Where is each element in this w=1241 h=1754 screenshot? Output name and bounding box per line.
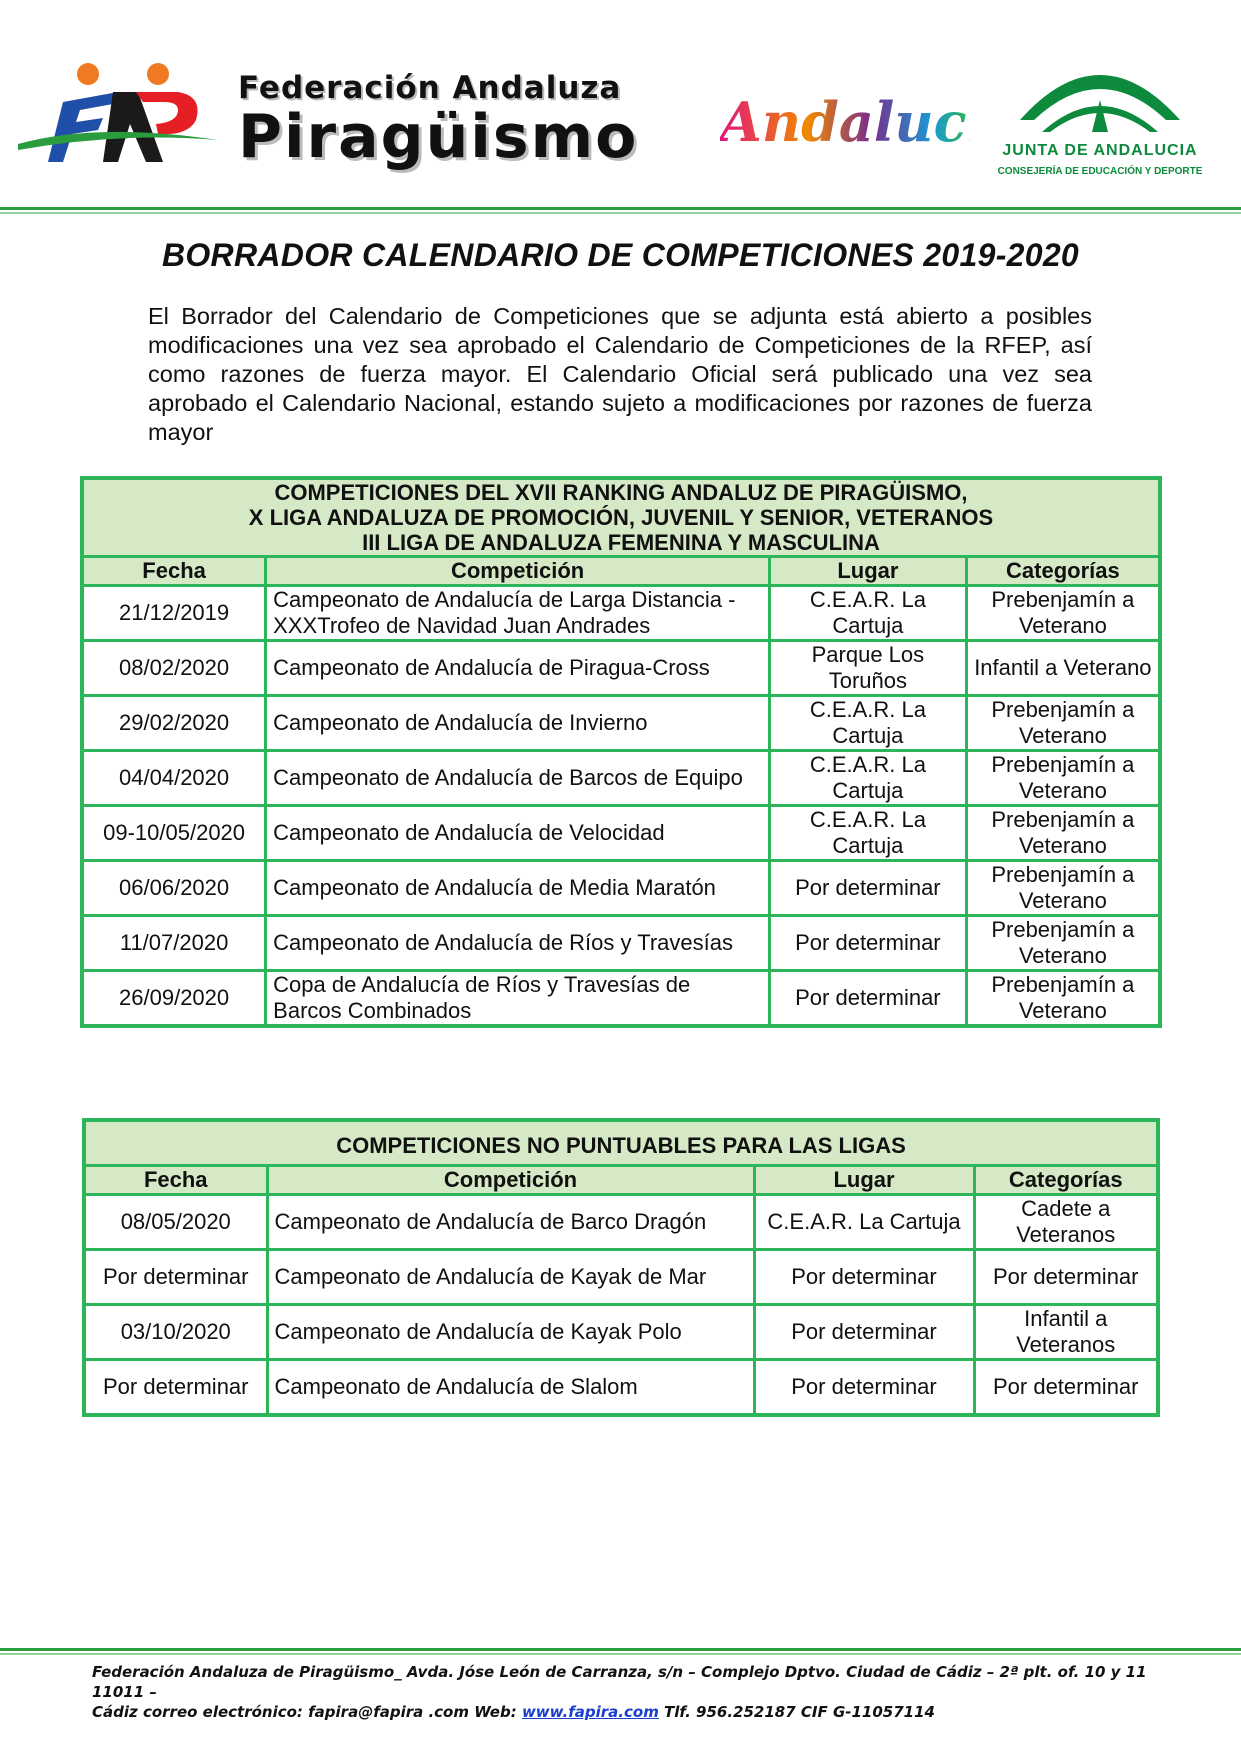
table-row [84, 1250, 1158, 1305]
cell-categorias: Por determinar [974, 1250, 1158, 1305]
andalucia-logo [720, 90, 1023, 160]
header-divider-light [0, 212, 1241, 214]
cell-fecha: Por determinar [84, 1360, 267, 1416]
table-header-row [82, 557, 1160, 586]
table-row [82, 641, 1160, 696]
cell-fecha: Por determinar [84, 1250, 267, 1305]
table-banner-row [84, 1120, 1158, 1166]
cell-categorias: Por determinar [974, 1360, 1158, 1416]
federation-line2: Piragüismo [238, 102, 639, 172]
federation-name [238, 70, 639, 172]
cell-lugar: Por determinar [754, 1250, 974, 1305]
column-header-lugar: Lugar [754, 1166, 974, 1195]
cell-fecha: 09-10/05/2020 [82, 806, 266, 861]
junta-logo [997, 50, 1203, 185]
cell-competicion: Campeonato de Andalucía de Kayak Polo [267, 1305, 754, 1360]
cell-lugar: C.E.A.R. La Cartuja [770, 586, 967, 641]
intro-paragraph: El Borrador del Calendario de Competiciones que se adjunta está abierto a posibles modificaciones una vez sea aprobado el Calendario de Competiciones de la RFEP, así como razones de fuerza mayor. El Calendario Oficial será publicado una vez sea aprobado el Calendario Nacional, estando sujeto a modificaciones por razones de fuerza mayor [148, 303, 1092, 445]
junta-name: JUNTA DE ANDALUCIA [1002, 142, 1198, 159]
table-row [84, 1305, 1158, 1360]
cell-competicion: Campeonato de Andalucía de Barcos de Equipo [266, 751, 770, 806]
cell-lugar: Por determinar [770, 971, 967, 1027]
cell-lugar: Por determinar [770, 916, 967, 971]
header-divider [0, 207, 1241, 210]
cell-categorias: Infantil a Veterano [966, 641, 1160, 696]
cell-fecha: 04/04/2020 [82, 751, 266, 806]
cell-lugar: C.E.A.R. La Cartuja [754, 1195, 974, 1250]
cell-fecha: 11/07/2020 [82, 916, 266, 971]
page-header [0, 0, 1241, 215]
cell-fecha: 21/12/2019 [82, 586, 266, 641]
document-title: BORRADOR CALENDARIO DE COMPETICIONES 2019-2020 [161, 237, 1080, 273]
banner-line: COMPETICIONES NO PUNTUABLES PARA LAS LIGAS [336, 1132, 906, 1158]
column-header-competicion: Competición [266, 557, 770, 586]
table-row [84, 1360, 1158, 1416]
table-row [82, 916, 1160, 971]
footer-contact [92, 1702, 1192, 1722]
cell-categorias: Prebenjamín a Veterano [966, 586, 1160, 641]
ranking-competitions-table [80, 476, 1162, 1028]
cell-competicion: Campeonato de Andalucía de Media Maratón [266, 861, 770, 916]
cell-fecha: 08/02/2020 [82, 641, 266, 696]
cell-competicion: Campeonato de Andalucía de Barco Dragón [267, 1195, 754, 1250]
table-row [82, 806, 1160, 861]
table-banner [82, 478, 1160, 557]
footer-phone-cif: Tlf. 956.252187 CIF G-11057114 [658, 1703, 935, 1721]
cell-fecha: 03/10/2020 [84, 1305, 267, 1360]
banner-line: COMPETICIONES DEL XVII RANKING ANDALUZ DE PIRAGÜISMO, [274, 480, 968, 505]
page-footer [92, 1662, 1192, 1722]
cell-competicion: Copa de Andalucía de Ríos y Travesías de Barcos Combinados [266, 971, 770, 1027]
andalucia-logo-text: Andalucía [720, 90, 1023, 154]
cell-fecha: 08/05/2020 [84, 1195, 267, 1250]
cell-lugar: Por determinar [754, 1360, 974, 1416]
table-banner-row [82, 478, 1160, 557]
cell-competicion: Campeonato de Andalucía de Larga Distancia - XXXTrofeo de Navidad Juan Andrades [266, 586, 770, 641]
federation-line1: Federación Andaluza [238, 70, 622, 106]
column-header-categorias: Categorías [966, 557, 1160, 586]
footer-web-link[interactable]: www.fapira.com [521, 1703, 659, 1721]
cell-competicion: Campeonato de Andalucía de Velocidad [266, 806, 770, 861]
footer-divider-light [0, 1653, 1241, 1655]
cell-categorias: Prebenjamín a Veterano [966, 751, 1160, 806]
junta-emblem-icon [1000, 50, 1200, 142]
cell-lugar: Por determinar [770, 861, 967, 916]
fap-logo [18, 62, 228, 172]
cell-competicion: Campeonato de Andalucía de Slalom [267, 1360, 754, 1416]
cell-lugar: C.E.A.R. La Cartuja [770, 696, 967, 751]
cell-lugar: C.E.A.R. La Cartuja [770, 806, 967, 861]
cell-categorias: Prebenjamín a Veterano [966, 916, 1160, 971]
cell-categorias: Cadete a Veteranos [974, 1195, 1158, 1250]
cell-categorias: Infantil a Veteranos [974, 1305, 1158, 1360]
table-banner [84, 1120, 1158, 1166]
cell-lugar: Parque Los Toruños [770, 641, 967, 696]
table-row [82, 751, 1160, 806]
cell-fecha: 29/02/2020 [82, 696, 266, 751]
table-row [82, 696, 1160, 751]
table-row [84, 1195, 1158, 1250]
cell-lugar: C.E.A.R. La Cartuja [770, 751, 967, 806]
column-header-fecha: Fecha [82, 557, 266, 586]
column-header-fecha: Fecha [84, 1166, 267, 1195]
footer-email: Cádiz correo electrónico: fapira@fapira .com Web: [92, 1703, 522, 1721]
banner-line: X LIGA ANDALUZA DE PROMOCIÓN, JUVENIL Y SENIOR, VETERANOS [248, 505, 994, 530]
table-row [82, 861, 1160, 916]
cell-categorias: Prebenjamín a Veterano [966, 696, 1160, 751]
cell-competicion: Campeonato de Andalucía de Invierno [266, 696, 770, 751]
column-header-lugar: Lugar [770, 557, 967, 586]
cell-competicion: Campeonato de Andalucía de Piragua-Cross [266, 641, 770, 696]
cell-categorias: Prebenjamín a Veterano [966, 806, 1160, 861]
table-row [82, 586, 1160, 641]
cell-competicion: Campeonato de Andalucía de Kayak de Mar [267, 1250, 754, 1305]
table-row [82, 971, 1160, 1027]
column-header-categorias: Categorías [974, 1166, 1158, 1195]
footer-divider [0, 1648, 1241, 1651]
cell-competicion: Campeonato de Andalucía de Ríos y Travesías [266, 916, 770, 971]
cell-lugar: Por determinar [754, 1305, 974, 1360]
cell-categorias: Prebenjamín a Veterano [966, 971, 1160, 1027]
cell-categorias: Prebenjamín a Veterano [966, 861, 1160, 916]
junta-department: CONSEJERÍA DE EDUCACIÓN Y DEPORTE [997, 166, 1203, 177]
footer-address: Federación Andaluza de Piragüismo_ Avda. Jóse León de Carranza, s/n – Complejo Dptvo. Ciudad de Cádiz – 2ª plt. of. 10 y 11 11011 – [92, 1663, 1147, 1701]
column-header-competicion: Competición [267, 1166, 754, 1195]
cell-fecha: 06/06/2020 [82, 861, 266, 916]
cell-fecha: 26/09/2020 [82, 971, 266, 1027]
non-scoring-competitions-table [82, 1118, 1160, 1417]
banner-line: III LIGA DE ANDALUZA FEMENINA Y MASCULINA [362, 530, 880, 555]
table-header-row [84, 1166, 1158, 1195]
